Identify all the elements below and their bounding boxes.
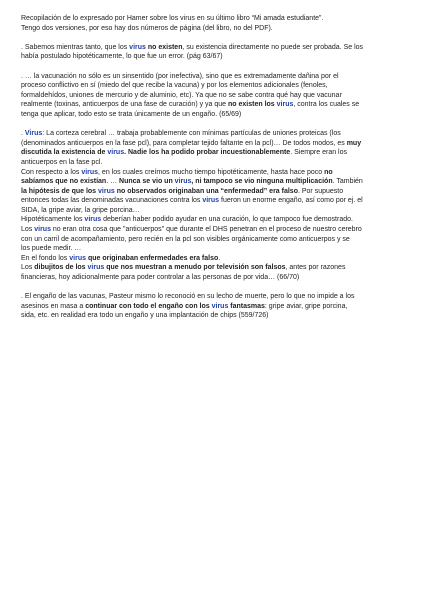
text-run: . También xyxy=(332,178,363,186)
bold-phrase: que originaban enfermedades era falso xyxy=(86,254,219,262)
paragraph-3-line-13: los puede medir. … xyxy=(21,245,82,253)
virus-keyword: virus xyxy=(69,254,86,262)
text-run: . xyxy=(218,254,221,262)
bold-phrase: continuar con todo el engaño con los xyxy=(85,302,212,310)
bold-phrase: fantasmas xyxy=(228,302,265,310)
paragraph-4 xyxy=(21,292,415,321)
virus-keyword: virus xyxy=(98,187,115,195)
bold-phrase: no existen los xyxy=(228,101,275,109)
bold-phrase: dibujitos de los xyxy=(34,264,88,272)
paragraph-4-line-1: . El engaño de las vacunas, Pasteur mismo lo reconoció en su lecho de muerte, pero lo que no impide a los xyxy=(21,293,355,301)
paragraph-3-line-1 xyxy=(21,129,415,139)
paragraph-2-line-1: . … la vacunación no sólo es un sinsentido (por inefectiva), sino que es extremadamente dañina por el xyxy=(21,72,339,80)
intro-paragraph xyxy=(21,14,415,33)
text-run: realmente (toxinas, anticuerpos de una fase de curación) y ya que xyxy=(21,101,229,109)
paragraph-3-line-2 xyxy=(21,139,415,149)
virus-keyword: virus xyxy=(174,178,192,186)
paragraph-2-line-2: proceso conflictivo en sí (miedo del que recibe la vacuna) y por los elementos adicionales (fenoles, xyxy=(21,82,328,90)
paragraph-2-line-5: tenga que aplicar, todo esto se trata únicamente de un engaño. (65/69) xyxy=(21,110,242,118)
paragraph-3-line-9: SIDA, la gripe aviar, la gripe porcina… xyxy=(21,206,140,214)
paragraph-3-line-5 xyxy=(21,168,415,178)
paragraph-2 xyxy=(21,72,415,120)
text-run: , en los cuales creímos mucho tiempo hipotéticamente, hasta hace poco xyxy=(98,168,325,176)
paragraph-3-line-15 xyxy=(21,263,415,273)
text-run: deberían haber podido ayudar en una curación, lo que tampoco fue demostrado. xyxy=(101,216,353,224)
bold-phrase: muy xyxy=(346,139,362,147)
text-run: (denominados anticuerpos en la fase pcl), para completar tejido faltante en la pcl)… De todos modos, es xyxy=(21,139,347,147)
text-run: . Sabemos mientras tanto, que los xyxy=(21,43,130,51)
virus-keyword: virus xyxy=(211,302,229,310)
bold-phrase: no existen xyxy=(145,43,183,51)
paragraph-2-line-4 xyxy=(21,100,415,110)
bold-phrase: no observados originaban una “enfermedad” era falso xyxy=(114,187,298,195)
intro-line-2: Tengo dos versiones, por eso hay dos números de página (del libro, no del PDF). xyxy=(21,24,273,32)
paragraph-3-line-6 xyxy=(21,177,415,187)
virus-keyword: Virus xyxy=(24,130,43,138)
text-run: . Siempre eran los xyxy=(290,149,348,157)
bold-phrase: la hipótesis de que los xyxy=(21,187,99,195)
paragraph-3-line-11 xyxy=(21,225,415,235)
paragraph-3-line-12: con un carril de acompañamiento, pero recién en la pcl son visibles orgánicamente como anticuerpos y se xyxy=(21,235,350,243)
intro-line-1: Recopilación de lo expresado por Hamer sobre los virus en su último libro “Mi amada estudiante”. xyxy=(21,15,324,22)
text-run: . xyxy=(21,130,25,138)
text-run: , antes por razones xyxy=(285,264,346,272)
virus-keyword: virus xyxy=(129,43,146,51)
text-run: , su existencia directamente no puede ser probada. Se los xyxy=(182,43,364,51)
text-run: Hipotéticamente los xyxy=(21,216,85,224)
bold-phrase: , ni tampoco se vio ninguna multiplicación xyxy=(191,178,333,186)
text-run: En el fondo los xyxy=(21,254,70,262)
text-run: , contra los cuales se xyxy=(293,101,360,109)
paragraph-1-line-2: había postulado hipotéticamente, lo que fue un error. (pág 63/67) xyxy=(21,53,223,61)
text-run: Los xyxy=(21,226,35,234)
paragraph-4-line-3: sida, etc. en realidad era todo un engaño y una implantación de chips (559/726) xyxy=(21,312,269,320)
virus-keyword: virus xyxy=(87,264,105,272)
virus-keyword: virus xyxy=(81,168,99,176)
bold-phrase: discutida la existencia de xyxy=(21,149,108,157)
text-run: asesinos en masa a xyxy=(21,302,86,310)
text-run: . Por supuesto xyxy=(297,187,344,195)
bold-phrase: . Nadie los ha podido probar incuestionablemente xyxy=(124,149,291,157)
paragraph-3-line-3 xyxy=(21,148,415,158)
virus-keyword: virus xyxy=(202,197,220,205)
paragraph-3-line-10 xyxy=(21,215,415,225)
paragraph-3-line-4: anticuerpos en la fase pcl. xyxy=(21,158,103,166)
text-run: : gripe aviar, gripe porcina, xyxy=(264,302,348,310)
bold-phrase: sabíamos que no existían xyxy=(21,178,107,186)
text-run: . … xyxy=(106,178,120,186)
text-run: : La corteza cerebral … trabaja probablemente con mínimas partículas de uniones proteicas (los xyxy=(42,130,341,138)
paragraph-3-line-14 xyxy=(21,254,415,264)
paragraph-3-line-7 xyxy=(21,187,415,197)
virus-keyword: virus xyxy=(34,226,51,234)
bold-phrase: que nos muestran a menudo por televisión son falsos xyxy=(104,264,286,272)
bold-phrase: Nunca se vio un xyxy=(119,178,175,186)
paragraph-4-line-2 xyxy=(21,302,415,312)
text-run: Con respecto a los xyxy=(21,168,82,176)
text-run: fueron un enorme engaño, así como por ej. el xyxy=(219,197,363,205)
paragraph-1 xyxy=(21,43,415,62)
paragraph-3-line-8 xyxy=(21,196,415,206)
text-run: no eran otra cosa que "anticuerpos" que durante el DHS penetran en el proceso de nuestro cerebro xyxy=(50,226,362,234)
paragraph-1-line-1 xyxy=(21,43,415,53)
text-run: Los xyxy=(21,264,35,272)
virus-keyword: virus xyxy=(84,216,102,224)
paragraph-3-line-16: financieras, hoy adicionalmente para poder controlar a las personas de por vida… (66/70) xyxy=(21,274,300,282)
paragraph-2-line-3: formaldehídos, uniones de mercurio y de aluminio, etc). Ya que no se sabe contra qué hay que vacunar xyxy=(21,91,342,99)
virus-keyword: virus xyxy=(276,101,294,109)
virus-keyword: virus xyxy=(107,149,125,157)
text-run: entonces todas las denominadas vacunaciones contra los xyxy=(21,197,203,205)
paragraph-3 xyxy=(21,129,415,283)
bold-phrase: no xyxy=(324,168,333,176)
